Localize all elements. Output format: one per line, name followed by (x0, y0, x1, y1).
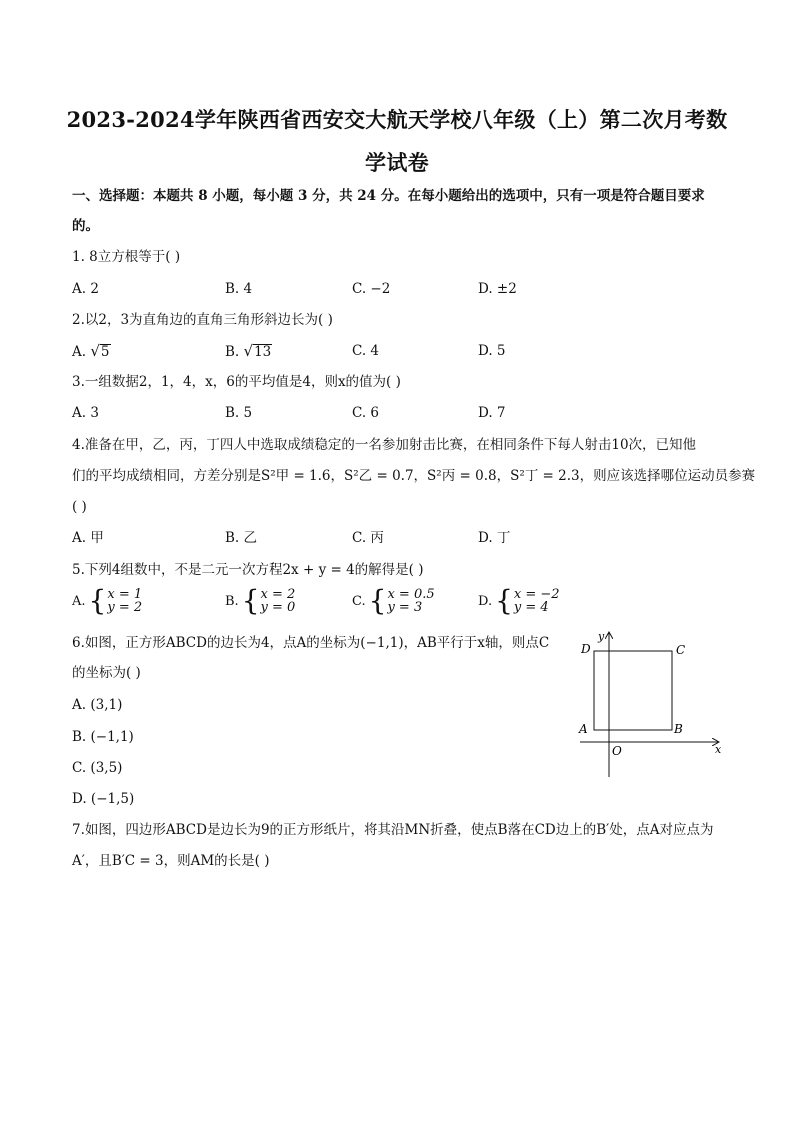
sqrt-expression: √ 5 (90, 342, 110, 360)
sqrt-expression: √ 13 (243, 342, 272, 360)
question-1-option-b: B. 4 (225, 281, 253, 297)
question-4-option-b: B. 乙 (225, 530, 258, 546)
section-header-line-1: 一、选择题：本题共 8 小题，每小题 3 分，共 24 分。在每小题给出的选项中，只有一项是符合题目要求 (72, 188, 705, 204)
paper-title-line-2: 学试卷 (365, 150, 429, 175)
question-3-option-a: A. 3 (72, 405, 99, 421)
question-6-stem-line-2: 的坐标为( ) (72, 665, 141, 681)
label-b: B (674, 722, 683, 736)
question-6-stem-line-1: 6.如图，正方形ABCD的边长为4，点A的坐标为(−1,1)，AB平行于x轴，则点C (72, 635, 550, 651)
option-letter: D. (478, 593, 493, 609)
question-5-option-b (225, 584, 296, 617)
question-4-option-a: A. 甲 (72, 530, 104, 546)
left-brace-icon: { (241, 584, 260, 617)
question-6-option-b: B. (−1,1) (72, 729, 134, 745)
question-2-option-a (72, 342, 111, 361)
left-brace-icon: { (368, 584, 387, 617)
paper-title-line-1: 2023-2024学年陕西省西安交大航天学校八年级（上）第二次月考数 (66, 107, 728, 132)
option-letter: A. (72, 593, 86, 609)
radicand: 5 (100, 344, 110, 360)
question-7-stem-line-2: A′，且B′C = 3，则AM的长是( ) (72, 853, 270, 869)
question-3-option-c: C. 6 (352, 405, 380, 421)
question-7-stem-line-1: 7.如图，四边形ABCD是边长为9的正方形纸片，将其沿MN折叠，使点B落在CD边上的B′处，点A对应点为 (72, 822, 714, 838)
question-1-option-a: A. 2 (72, 281, 99, 297)
question-4-stem-line-2: 们的平均成绩相同，方差分别是S²甲 = 1.6，S²乙 = 0.7，S²丙 = 0.8，S²丁 = 2.3，则应该选择哪位运动员参赛 (72, 468, 756, 484)
equation-row: y = 4 (513, 600, 549, 615)
option-letter: B. (225, 593, 239, 609)
label-a: A (579, 722, 588, 736)
question-4-stem-line-1: 4.准备在甲，乙，丙，丁四人中选取成绩稳定的一名参加射击比赛，在相同条件下每人射击10次，已知他 (72, 437, 697, 453)
equation-system (107, 588, 142, 614)
question-1-stem: 1. 8立方根等于( ) (72, 249, 181, 265)
question-5-option-a (72, 584, 143, 617)
question-5-stem: 5.下列4组数中，不是二元一次方程2x + y = 4的解得是( ) (72, 562, 424, 578)
question-6-option-a: A. (3,1) (72, 697, 123, 713)
equation-row: x = 0.5 (387, 587, 435, 602)
question-3-option-d: D. 7 (478, 405, 506, 421)
left-brace-icon: { (88, 584, 107, 617)
question-4-option-c: C. 丙 (352, 530, 384, 546)
left-brace-icon: { (495, 584, 513, 617)
equation-row: x = 2 (260, 587, 296, 602)
square-abcd (594, 651, 672, 730)
question-4-option-d: D. 丁 (478, 530, 511, 546)
question-5-option-c (352, 584, 435, 617)
question-2-stem: 2.以2，3为直角边的直角三角形斜边长为( ) (72, 312, 333, 328)
label-origin: O (612, 744, 622, 758)
question-6-option-c: C. (3,5) (72, 760, 123, 776)
equation-system (387, 588, 434, 614)
question-3-stem: 3.一组数据2，1，4，x，6的平均值是4，则x的值为( ) (72, 374, 401, 390)
question-3-option-b: B. 5 (225, 405, 253, 421)
question-2-option-b (225, 342, 272, 361)
question-2-option-c: C. 4 (352, 343, 380, 359)
label-d: D (581, 642, 591, 656)
section-header-line-2: 的。 (72, 218, 99, 234)
coordinate-figure (570, 625, 730, 785)
question-1-option-d: D. ±2 (478, 281, 517, 297)
question-6-option-d: D. (−1,5) (72, 791, 135, 807)
equation-row: y = 2 (107, 600, 143, 615)
label-c: C (676, 643, 686, 657)
option-letter: C. (352, 593, 366, 609)
option-letter: A. (72, 344, 87, 360)
label-x-axis: x (715, 743, 722, 756)
label-y-axis: y (598, 630, 605, 643)
question-2-option-d: D. 5 (478, 343, 506, 359)
equation-row: y = 3 (387, 600, 423, 615)
radicand: 13 (254, 344, 272, 360)
equation-system (514, 588, 560, 614)
option-letter: B. (225, 344, 240, 360)
equation-row: x = −2 (513, 587, 560, 602)
question-4-stem-line-3: ( ) (72, 499, 87, 515)
question-5-option-d (478, 584, 560, 617)
equation-system (261, 588, 296, 614)
equation-row: y = 0 (260, 600, 296, 615)
question-1-option-c: C. −2 (352, 281, 391, 297)
equation-row: x = 1 (107, 587, 143, 602)
